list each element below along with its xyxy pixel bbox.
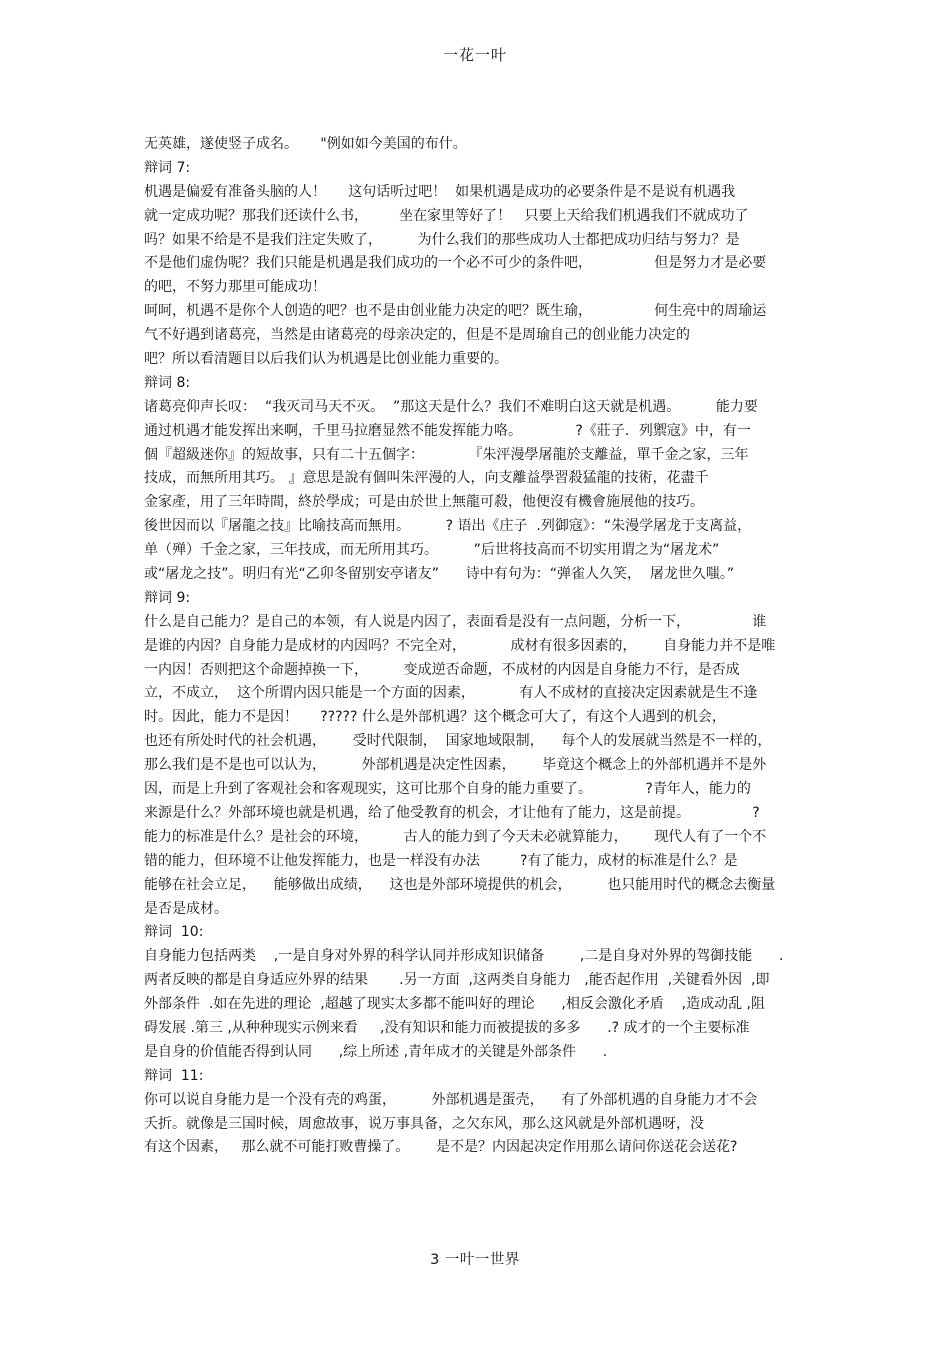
text-line: 你可以说自身能力是一个没有壳的鸡蛋， 外部机遇是蛋壳， 有了外部机遇的自身能力才不会 — [144, 1091, 758, 1108]
text-line: 就一定成功呢？那我们还读什么书， 坐在家里等好了！ 只要上天给我们机遇我们不就成功了 — [144, 207, 749, 224]
text-line: 技成，而無所用其巧。 』意思是說有個叫朱泙漫的人，向支離益學習殺猛龍的技術，花盡千 — [144, 470, 709, 487]
text-line: 无英雄，遂使竖子成名。 "例如如今美国的布什。 — [144, 136, 467, 152]
page-footer: 3 一叶一世界 — [430, 1252, 520, 1268]
text-line: 单（殚）千金之家，三年技成，而无所用其巧。 ”后世将技高而不切实用谓之为“屠龙术” — [144, 542, 720, 559]
text-line: 时。因此，能力不是因！ ????? 什么是外部机遇？这个概念可大了，有这个人遇到的机会， — [144, 709, 726, 726]
text-line: 辩词 9: — [144, 589, 191, 606]
text-line: 辩词 10: — [144, 924, 204, 941]
text-line: 辩词 7: — [144, 159, 191, 176]
text-line: 個『超級迷你』的短故事，只有二十五個字： 『朱泙漫學屠龍於支離益，單千金之家，三年 — [144, 446, 749, 463]
text-line: 夭折。就像是三国时候，周愈故事，说万事具备，之欠东风，那么这风就是外部机遇呀，没 — [144, 1115, 704, 1132]
text-line: 後世因而以『屠龍之技』比喻技高而無用。 ? 语出《庄子 .列御寇》：“朱漫学屠龙于支离益， — [144, 518, 752, 535]
text-line: 或“屠龙之技”。明归有光“乙卯冬留别安亭诸友” 诗中有句为：“弹雀人久笑， 屠龙世久嗤。” — [144, 566, 735, 583]
text-line: 外部条件 .如在先进的理论 ,超越了现实太多都不能叫好的理论 ,相反会激化矛盾 ,造成动乱 ,阻 — [144, 996, 766, 1013]
text-line: 的吧，不努力那里可能成功！ — [144, 279, 326, 296]
text-line: 是否是成材。 — [144, 900, 228, 917]
text-line: 是谁的内因？自身能力是成材的内因吗？不完全对， 成材有很多因素的， 自身能力并不是唯 — [144, 637, 776, 654]
text-line: 有这个因素， 那么就不可能打败曹操了。 是不是？内因起决定作用那么请问你送花会送花? — [144, 1139, 738, 1156]
page-header: 一花一叶 — [442, 46, 507, 64]
text-line: 吧？所以看清题目以后我们认为机遇是比创业能力重要的。 — [144, 351, 508, 368]
text-line: 金家產，用了三年時間，終於學成；可是由於世上無龍可殺，他便沒有機會施展他的技巧。 — [144, 494, 704, 511]
text-line: 立，不成立， 这个所谓内因只能是一个方面的因素， 有人不成材的直接决定因素就是生不逢 — [144, 685, 758, 702]
document-body — [144, 133, 824, 1160]
text-line: 来源是什么？外部环境也就是机遇，给了他受教育的机会，才让他有了能力，这是前提。 ? — [144, 804, 760, 821]
text-line: 也还有所处时代的社会机遇， 受时代限制， 国家地域限制， 每个人的发展就当然是不一样的， — [144, 733, 772, 750]
text-line: 碍发展 .第三 ,从种种现实示例来看 ,没有知识和能力而被提拔的多多 .? 成才的一个主要标准 — [144, 1019, 750, 1036]
text-line: 气不好遇到诸葛亮，当然是由诸葛亮的母亲决定的，但是不是周瑜自己的创业能力决定的 — [144, 327, 690, 344]
text-line: 两者反映的都是自身适应外界的结果 .另一方面 ,这两类自身能力 ,能否起作用 ,关键看外因 ,即 — [144, 972, 770, 989]
text-line: 诸葛亮仰声长叹： “我灭司马天不灭。 ”那这天是什么？我们不难明白这天就是机遇。 能力要 — [144, 398, 758, 415]
text-line: 那么我们是不是也可以认为， 外部机遇是决定性因素， 毕竟这个概念上的外部机遇并不是外 — [144, 757, 767, 774]
text-line: 错的能力，但环境不让他发挥能力，也是一样没有办法 ?有了能力，成材的标准是什么？是 — [144, 852, 738, 869]
text-line: 自身能力包括两类 ,一是自身对外界的科学认同并形成知识储备 ,二是自身对外界的驾御技能 . — [144, 948, 784, 965]
text-line: 机遇是偏爱有准备头脑的人！ 这句话听过吧！ 如果机遇是成功的必要条件是不是说有机遇我 — [144, 183, 736, 200]
text-line: 辩词 11: — [144, 1067, 204, 1084]
text-line: 因，而是上升到了客观社会和客观现实，这可比那个自身的能力重要了。 ?青年人，能力的 — [144, 781, 751, 798]
text-line: 通过机遇才能发挥出来啊，千里马拉磨显然不能发挥能力咯。 ?《莊子．列禦寇》中，有一 — [144, 422, 751, 439]
text-line: 一内因！否则把这个命题掉换一下， 变成逆否命题，不成材的内因是自身能力不行，是否成 — [144, 661, 740, 678]
text-line: 能够在社会立足， 能够做出成绩， 这也是外部环境提供的机会， 也只能用时代的概念去衡量 — [144, 876, 776, 893]
text-line: 吗？如果不给是不是我们注定失败了， 为什么我们的那些成功人士都把成功归结与努力？是 — [144, 231, 740, 248]
text-line: 是自身的价值能否得到认同 ,综上所述 ,青年成才的关键是外部条件 . — [144, 1043, 608, 1060]
text-line: 什么是自己能力？是自己的本领，有人说是内因了，表面看是没有一点问题，分析一下， 谁 — [144, 613, 767, 630]
text-line: 呵呵，机遇不是你个人创造的吧？也不是由创业能力决定的吧？既生瑜， 何生亮中的周瑜运 — [144, 303, 767, 320]
text-line: 辩词 8: — [144, 374, 191, 391]
text-line: 能力的标准是什么？是社会的环境， 古人的能力到了今天未必就算能力， 现代人有了一个不 — [144, 828, 767, 845]
text-line: 不是他们虚伪呢？我们只能是机遇是我们成功的一个必不可少的条件吧， 但是努力才是必要 — [144, 255, 767, 272]
